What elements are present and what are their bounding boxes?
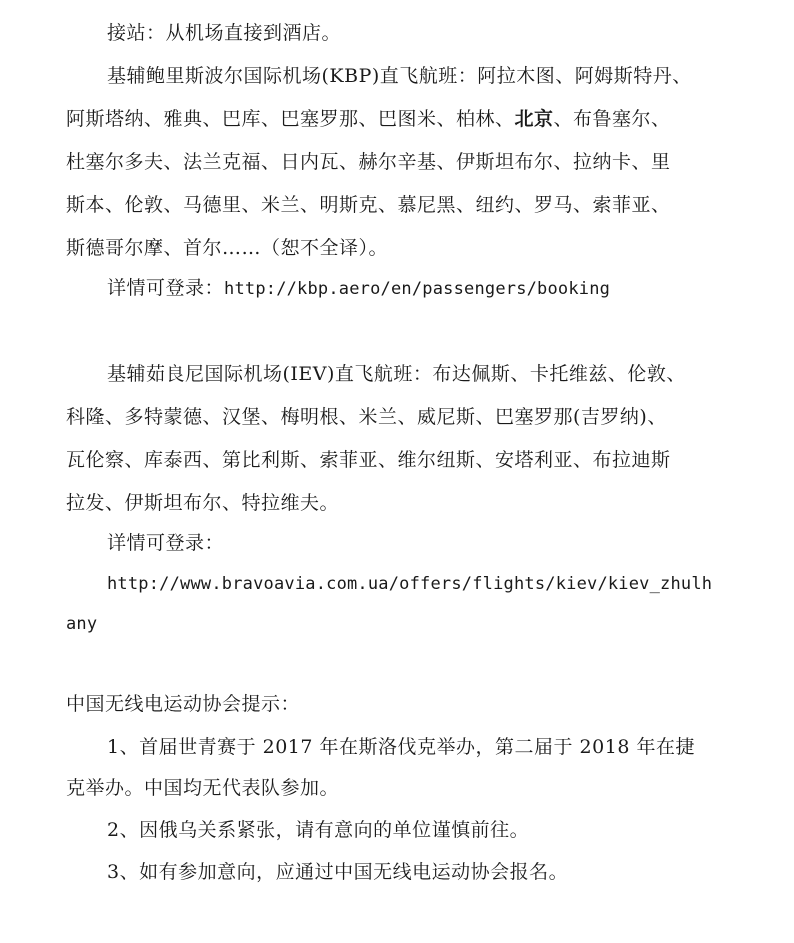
beijing-highlight: 北京 <box>514 108 554 130</box>
kbp-details-url[interactable]: http://kbp.aero/en/passengers/booking <box>224 279 611 299</box>
kbp-routes-line-3: 杜塞尔多夫、法兰克福、日内瓦、赫尔辛基、伊斯坦布尔、拉纳卡、里 <box>66 151 671 173</box>
iev-routes-line-3: 瓦伦察、库泰西、第比利斯、索菲亚、维尔纽斯、安塔利亚、布拉迪斯 <box>66 449 671 471</box>
iev-details-prefix: 详情可登录： <box>107 532 225 554</box>
kbp-routes-line-2-text: 阿斯塔纳、雅典、巴库、巴塞罗那、巴图米、柏林、 <box>66 108 515 130</box>
iev-routes-line-1: 基辅茹良尼国际机场(IEV)直飞航班：布达佩斯、卡托维兹、伦敦、 <box>107 363 686 385</box>
notice-item-3: 3、如有参加意向，应通过中国无线电运动协会报名。 <box>107 861 569 883</box>
kbp-routes-line-2 <box>66 107 671 131</box>
kbp-routes-line-1: 基辅鲍里斯波尔国际机场(KBP)直飞航班：阿拉木图、阿姆斯特丹、 <box>107 65 692 87</box>
transfer-line: 接站：从机场直接到酒店。 <box>107 22 342 44</box>
kbp-routes-line-4: 斯本、伦敦、马德里、米兰、明斯克、慕尼黑、纽约、罗马、索菲亚、 <box>66 194 671 216</box>
iev-details-url-line-2[interactable]: any <box>66 614 98 634</box>
kbp-routes-line-5: 斯德哥尔摩、首尔……（恕不全译）。 <box>66 237 389 259</box>
kbp-details-line <box>107 276 610 301</box>
iev-routes-line-4: 拉发、伊斯坦布尔、特拉维夫。 <box>66 492 340 514</box>
notice-heading: 中国无线电运动协会提示： <box>66 693 301 715</box>
notice-item-2: 2、因俄乌关系紧张，请有意向的单位谨慎前往。 <box>107 819 530 841</box>
kbp-routes-line-2-tail: 、布鲁塞尔、 <box>553 108 671 130</box>
iev-details-url-line-1[interactable]: http://www.bravoavia.com.ua/offers/flights/kiev/kiev_zhulh <box>107 574 713 594</box>
notice-item-1-line-2: 克举办。中国均无代表队参加。 <box>66 777 340 799</box>
iev-routes-line-2: 科隆、多特蒙德、汉堡、梅明根、米兰、威尼斯、巴塞罗那(吉罗纳)、 <box>66 406 667 428</box>
notice-item-1-line-1: 1、首届世青赛于 2017 年在斯洛伐克举办，第二届于 2018 年在捷 <box>107 736 695 758</box>
kbp-details-prefix: 详情可登录： <box>107 277 225 299</box>
